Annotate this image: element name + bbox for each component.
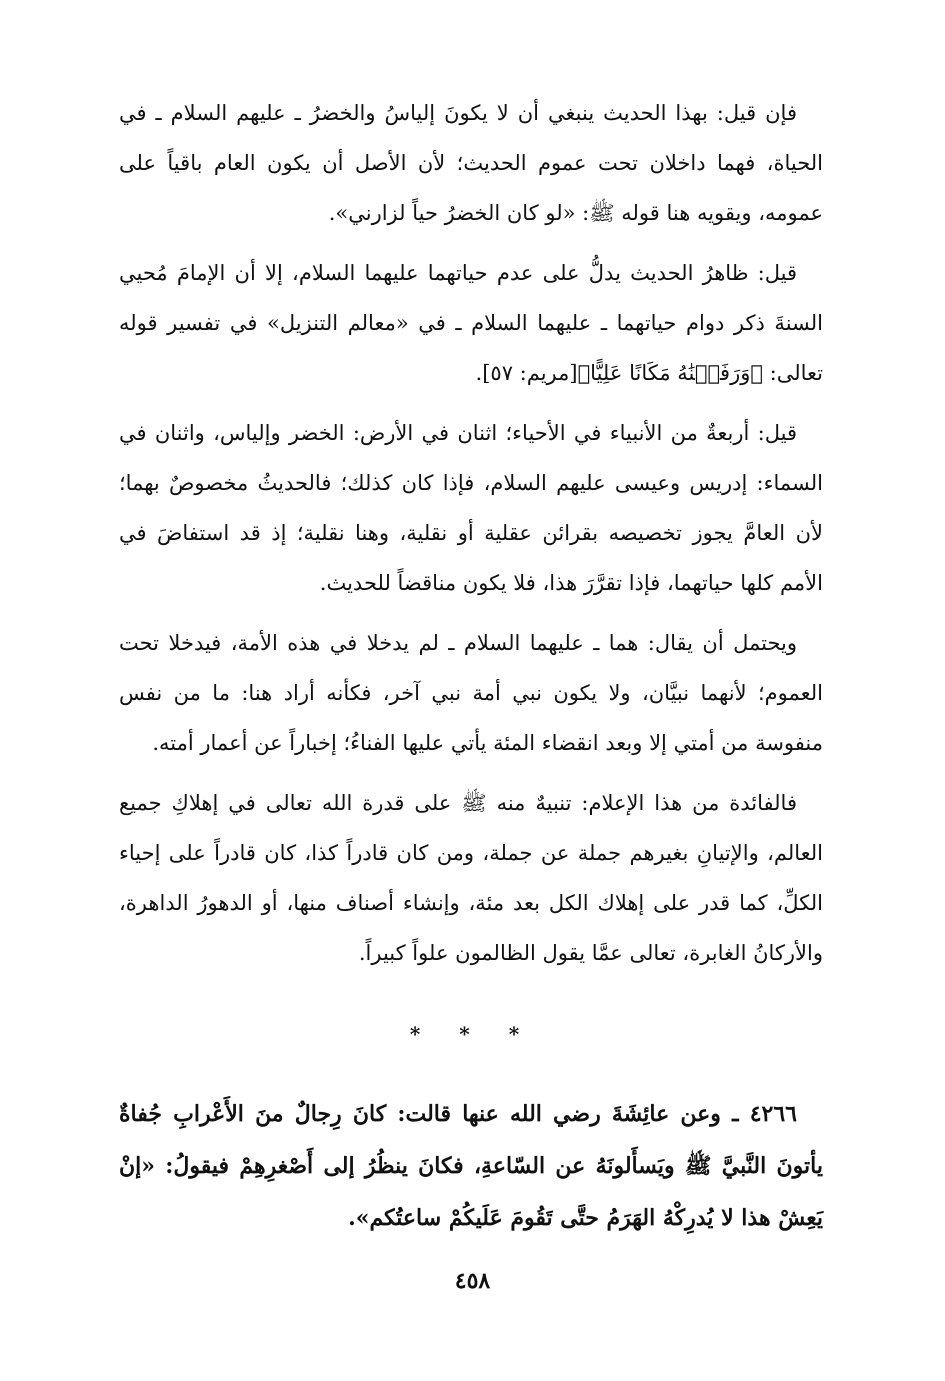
commentary-text (119, 88, 823, 978)
paragraph: ويحتمل أن يقال: هما ـ عليهما السلام ـ لم يدخلا في هذه الأمة، فيدخلا تحت العموم؛ لأنهما نبيَّان، ولا يكون نبي أمة نبي آخر، فكأنه أراد هنا: ما من نفس منفوسة من أمتي إلا وبعد انقضاء المئة يأتي عليها الفناءُ؛ إخباراً عن أعمار أمته. (119, 631, 823, 755)
hadith-text: ٤٢٦٦ ـ وعن عائِشَةَ رضي الله عنها قالت: كانَ رِجالٌ منَ الأَعْرابِ جُفاةٌ يأتونَ النَّبيَّ ﷺ ويَسأَلونَهُ عن السّاعةِ، فكانَ ينظُرُ إلى أَصْغرِهِمْ فيقولُ: «إنْ يَعِشْ هذا لا يُدرِكْهُ الهَرَمُ حتَّى تَقُومَ عَلَيكُمْ ساعتُكم». (119, 1101, 823, 1231)
paragraph: فالفائدة من هذا الإعلام: تنبيهٌ منه ﷺ على قدرة الله تعالى في إهلاكِ جميع العالم، والإتيانِ بغيرهم جملة عن جملة، ومن كان قادراً كذا، كان قادراً على إحياء الكلِّ، كما قدر على إهلاك الكل بعد مئة، وإنشاء أصناف منها، أو الدهورُ الداهرة، والأركانُ الغابرة، تعالى عمَّا يقول الظالمون علواً كبيراً. (119, 791, 823, 965)
page-number: ٤٥٨ (454, 1268, 491, 1294)
section-separator: * * * (409, 1022, 536, 1046)
paragraph: قيل: ظاهرُ الحديث يدلُّ على عدم حياتهما عليهما السلام، إلا أن الإمامَ مُحيي السنةَ ذكر دوام حياتهما ـ عليهما السلام ـ في «معالم التنزيل» في تفسير قوله تعالى: ﴿وَرَفَعۡنَٰهُ مَكَانًا عَلِيًّا﴾[مريم: ٥٧]. (119, 261, 823, 385)
paragraph: فإن قيل: بهذا الحديث ينبغي أن لا يكونَ إلياسُ والخضرُ ـ عليهم السلام ـ في الحياة، فهما داخلان تحت عموم الحديث؛ لأن الأصل أن يكون العام باقياً على عمومه، ويقويه هنا قوله ﷺ: «لو كان الخضرُ حياً لزارني». (119, 101, 823, 225)
paragraph: قيل: أربعةٌ من الأنبياء في الأحياء؛ اثنان في الأرض: الخضر وإلياس، واثنان في السماء: إدريس وعيسى عليهم السلام، فإذا كان كذلك؛ فالحديثُ مخصوصٌ بهما؛ لأن العامَّ يجوز تخصيصه بقرائن عقلية أو نقلية، وهنا نقلية؛ إذ قد استفاضَ في الأمم كلها حياتهما، فإذا تقرَّرَ هذا، فلا يكون مناقضاً للحديث. (119, 421, 823, 595)
